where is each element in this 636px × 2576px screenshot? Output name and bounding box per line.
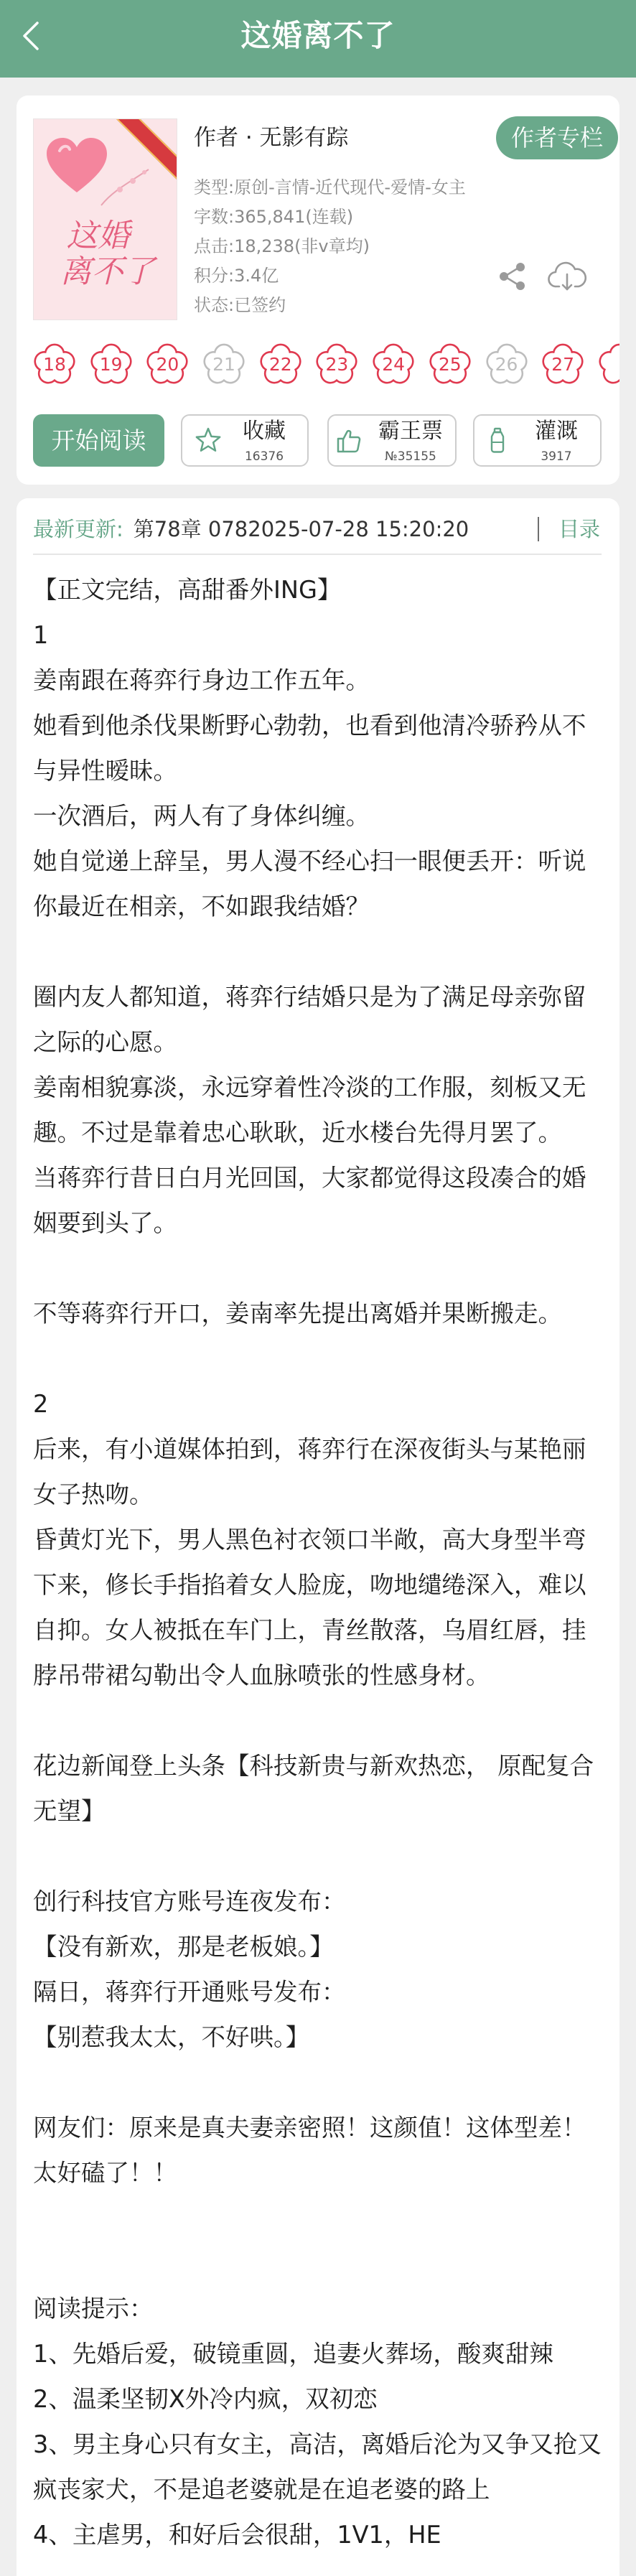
info-score [194,261,466,291]
info-genre [194,173,466,202]
latest-update[interactable] [33,516,469,542]
vote-count: №35155 [385,449,436,464]
content-line: 她看到他杀伐果断野心勃勃，也看到他清冷骄矜从不 [33,711,586,739]
rating-badge-number: 26 [495,354,518,375]
content-line: 之际的心愿。 [33,1028,177,1056]
vote-label: 霸王票 [378,419,443,444]
content-line: 当蒋弈行昔日白月光回国，大家都觉得这段凑合的婚 [33,1164,586,1192]
start-reading-button[interactable]: 开始阅读 [33,414,164,467]
collect-button[interactable] [181,414,309,467]
content-line [33,1246,614,1291]
info-clicks [194,232,466,261]
content-line [33,1698,614,1743]
rating-badge-row[interactable] [32,342,619,388]
vote-button[interactable] [327,414,457,467]
latest-update-value[interactable]: 第78章 0782025-07-28 15:20:20 [133,517,469,541]
content-line: 一次酒后，两人有了身体纠缠。 [33,802,370,830]
rating-badge-number: 21 [212,354,235,375]
latest-update-label: 最新更新: [33,517,123,541]
book-meta [194,173,466,320]
rating-badge-number: 27 [551,354,575,375]
content-line: 隔日，蒋弈行开通账号发布： [33,1978,346,2006]
rating-badge [597,342,619,388]
content-line: 姻要到头了。 [33,1209,177,1237]
rating-badge [314,342,360,388]
content-line: 创行科技官方账号连夜发布： [33,1887,346,1915]
content-line [33,929,614,974]
info-label: 积分: [194,266,235,286]
content-line: 圈内友人都知道，蒋弈行结婚只是为了满足母亲弥留 [33,983,586,1011]
info-label: 类型: [194,177,235,197]
content-line: 3、男主身心只有女主，高洁，离婚后沦为又争又抢又 [33,2430,602,2458]
content-line: 网友们：原来是真夫妻亲密照！这颜值！这体型差！ [33,2114,586,2142]
rating-badge [540,342,586,388]
author-name[interactable]: 作者 · 无影有踪 [194,125,349,151]
share-icon[interactable] [497,261,528,292]
cover-title-line: 这婚 [66,218,130,254]
chapter-content [33,567,614,2557]
info-label: 点击: [194,236,235,256]
rating-badge-number [597,342,619,388]
info-value: 18,238(非v章均) [234,236,370,256]
book-info-card [17,95,619,485]
info-label: 状态: [194,295,235,315]
content-line: 姜南跟在蒋弈行身边工作五年。 [33,666,370,694]
rating-badge [427,342,473,388]
floral-decoration-icon [98,162,156,213]
content-line: 花边新闻登上头条【科技新贵与新欢热恋， 原配复合 [33,1752,594,1780]
irrigate-label: 灌溉 [535,419,578,444]
bottle-icon [483,426,512,455]
content-line: 后来，有小道媒体拍到，蒋弈行在深夜街头与某艳丽 [33,1435,586,1463]
content-line: 太好磕了！！ [33,2159,177,2187]
content-line: 2、温柔坚韧X外冷内疯，双初恋 [33,2385,378,2413]
content-line: 下来，修长手指掐着女人脸庞，吻地缱绻深入，难以 [33,1571,586,1599]
rating-badge [484,342,530,388]
info-value: 已签约 [234,295,286,315]
content-line: 1、先婚后爱，破镜重圆，追妻火葬场，酸爽甜辣 [33,2340,553,2368]
info-value: 原创-言情-近代现代-爱情-女主 [234,177,466,197]
rating-badge-number: 20 [156,354,179,375]
collect-label: 收藏 [243,419,286,444]
rating-badge-number: 18 [43,354,66,375]
description-card [17,498,619,2576]
cover-title-lettering [34,218,177,290]
content-line: 2 [33,1390,49,1418]
rating-badge [32,342,78,388]
content-line: 自抑。女人被抵在车门上，青丝散落，乌眉红唇，挂 [33,1616,586,1644]
content-line: 阅读提示： [33,2295,154,2323]
content-line: 女子热吻。 [33,1480,154,1508]
collect-count: 16376 [244,449,284,464]
content-line: 【没有新欢，那是老板娘。】 [33,1933,334,1961]
info-word-count [194,202,466,232]
book-cover[interactable] [33,118,177,320]
info-label: 字数: [194,207,235,227]
irrigate-button[interactable] [473,414,602,467]
content-line: 昏黄灯光下，男人黑色衬衣领口半敞，高大身型半弯 [33,1526,586,1554]
page-title: 这婚离不了 [240,18,396,53]
content-line: 姜南相貌寡淡，永远穿着性冷淡的工作服，刻板又无 [33,1073,586,1101]
rating-badge [88,342,134,388]
author-column-button[interactable]: 作者专栏 [496,116,618,159]
separator [33,554,602,555]
rating-badge [201,342,247,388]
content-line: 与异性暧昧。 [33,757,177,785]
content-line [33,1834,614,1879]
content-line [33,2241,614,2286]
content-line [33,2060,614,2105]
info-status [194,291,466,320]
content-line: 1 [33,621,49,649]
divider [538,517,539,541]
info-value: 365,841(连载) [234,207,354,227]
info-value: 3.4亿 [234,266,279,286]
table-of-contents-link[interactable]: 目录 [558,517,601,541]
content-line: 【别惹我太太，不好哄。】 [33,2023,310,2051]
rating-badge-number: 24 [382,354,406,375]
content-line: 疯丧家犬，不是追老婆就是在追老婆的路上 [33,2475,490,2503]
content-line: 你最近在相亲，不如跟我结婚？ [33,892,370,920]
content-line: 4、主虐男，和好后会很甜，1V1，HE [33,2521,441,2549]
content-line: 趣。不过是靠着忠心耿耿，近水楼台先得月罢了。 [33,1119,562,1147]
content-line: 不等蒋弈行开口，姜南率先提出离婚并果断搬走。 [33,1299,562,1327]
cloud-download-icon[interactable] [547,261,587,292]
thumbs-up-icon [335,426,364,455]
content-line: 无望】 [33,1797,106,1825]
content-line [33,1336,614,1381]
content-line: 她自觉递上辞呈，男人漫不经心扫一眼便丢开：听说 [33,847,586,875]
rating-badge-number: 19 [99,354,123,375]
rating-badge-number: 22 [268,354,292,375]
content-line: 【正文完结，高甜番外ING】 [33,576,342,604]
rating-badge [370,342,416,388]
content-line [33,2195,614,2241]
content-line: 脖吊带裙勾勒出令人血脉喷张的性感身材。 [33,1661,490,1689]
rating-badge [258,342,304,388]
rating-badge-number: 23 [325,354,349,375]
rating-badge [144,342,190,388]
rating-badge-number: 25 [438,354,462,375]
irrigate-count: 3917 [541,449,572,464]
cover-title-line: 离不了 [60,253,155,290]
top-bar [0,0,636,78]
